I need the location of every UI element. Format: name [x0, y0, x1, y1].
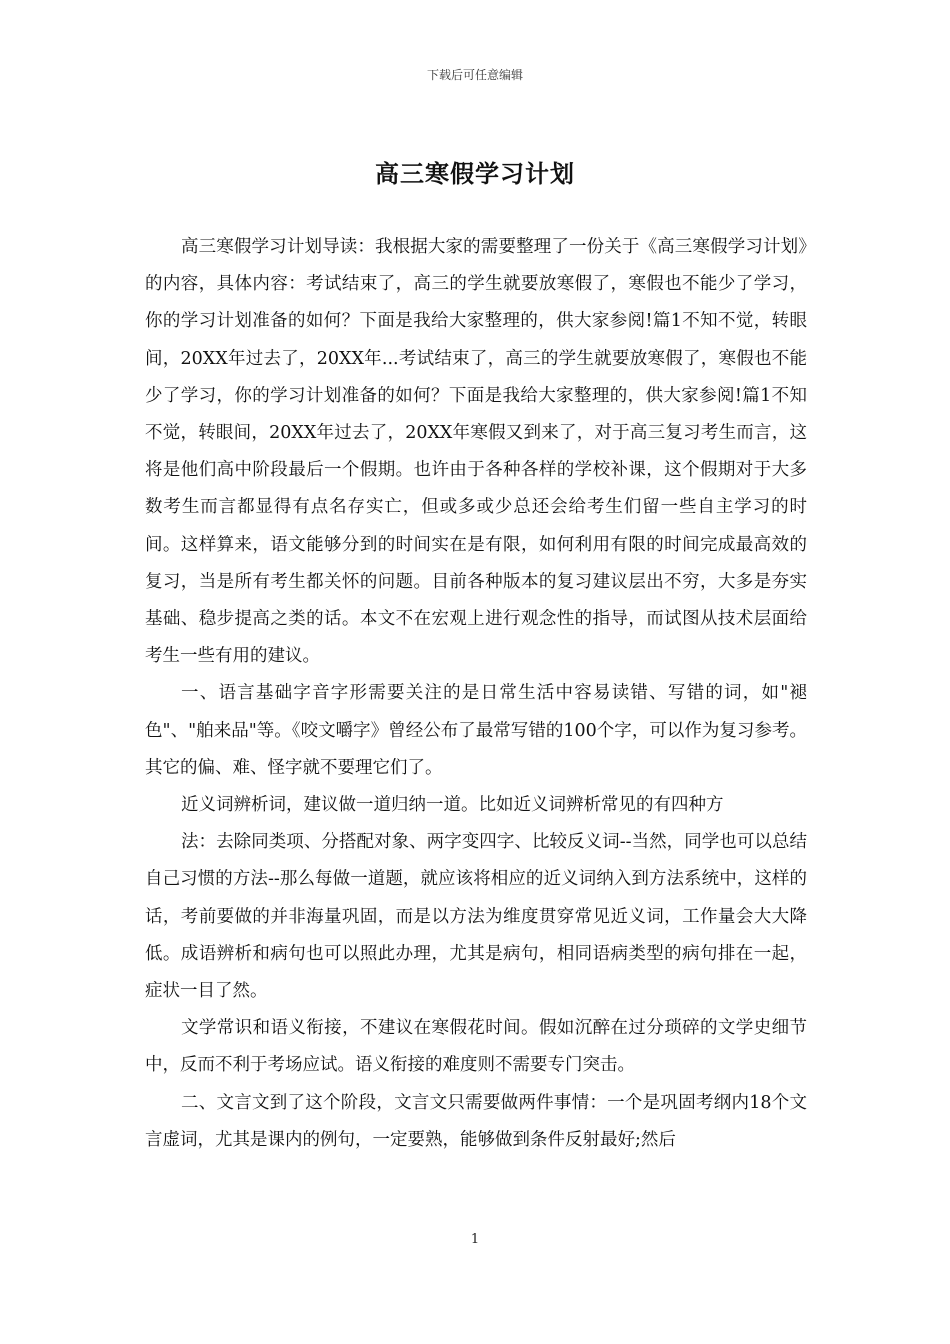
paragraph-methods: 法：去除同类项、分搭配对象、两字变四字、比较反义词--当然，同学也可以总结自己习惯的方法--那么每做一道题，就应该将相应的近义词纳入到方法系统中，这样的话，考前要做的并非海量巩固，而是以方法为维度贯穿常见近义词，工作量会大大降低。成语辨析和病句也可以照此办理，尤其是病句，相同语病类型的病句排在一起，症状一目了然。	[145, 832, 807, 1002]
document-title: 高三寒假学习计划	[375, 159, 575, 188]
paragraph-classical-chinese: 二、文言文到了这个阶段，文言文只需要做两件事情：一个是巩固考纲内18个文言虚词，尤其是课内的例句，一定要熟，能够做到条件反射最好;然后	[145, 1092, 807, 1150]
document-body	[145, 229, 807, 1159]
paragraph-language-basics: 一、语言基础字音字形需要关注的是日常生活中容易读错、写错的词，如"褪色"、"舶来品"等。《咬文嚼字》曾经公布了最常写错的100个字，可以作为复习参考。其它的偏、难、怪字就不要理它们了。	[145, 683, 807, 778]
page-number: 1	[470, 1232, 480, 1247]
paragraph-literature: 文学常识和语义衔接，不建议在寒假花时间。假如沉醉在过分琐碎的文学史细节中，反而不利于考场应试。语义衔接的难度则不需要专门突击。	[145, 1018, 807, 1076]
page-header-note: 下载后可任意编辑	[426, 68, 523, 82]
paragraph-synonyms: 近义词辨析词，建议做一道归纳一道。比如近义词辨析常见的有四种方	[181, 795, 724, 816]
paragraph-intro: 高三寒假学习计划导读：我根据大家的需要整理了一份关于《高三寒假学习计划》的内容，具体内容：考试结束了，高三的学生就要放寒假了，寒假也不能少了学习，你的学习计划准备的如何？下面是我给大家整理的，供大家参阅!篇1不知不觉，转眼间，20XX年过去了，20XX年...考试结束了，高三的学生就要放寒假了，寒假也不能少了学习，你的学习计划准备的如何？下面是我给大家整理的，供大家参阅!篇1不知不觉，转眼间，20XX年过去了，20XX年寒假又到来了，对于高三复习考生而言，这将是他们高中阶段最后一个假期。也许由于各种各样的学校补课，这个假期对于大多数考生而言都显得有点名存实亡，但或多或少总还会给考生们留一些自主学习的时间。这样算来，语文能够分到的时间实在是有限，如何利用有限的时间完成最高效的复习，当是所有考生都关怀的问题。目前各种版本的复习建议层出不穷，大多是夯实基础、稳步提高之类的话。本文不在宏观上进行观念性的指导，而试图从技术层面给考生一些有用的建议。	[145, 237, 807, 667]
